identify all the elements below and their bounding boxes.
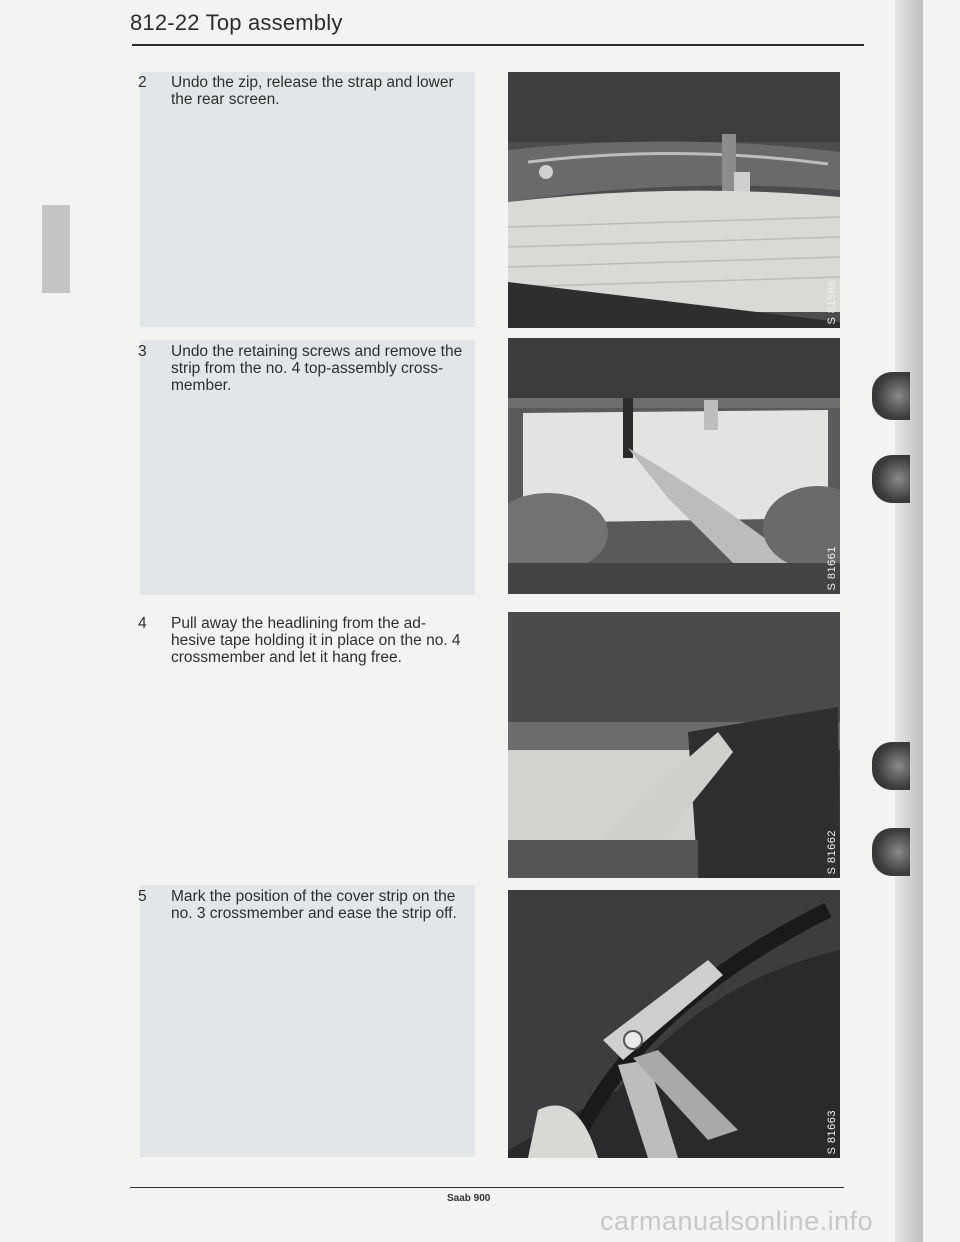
page-title: 812-22 Top assembly: [130, 10, 343, 35]
footer-model: Saab 900: [447, 1193, 491, 1204]
step-number: 2: [138, 74, 147, 91]
show-through-panel: [140, 72, 475, 327]
step-text: [171, 888, 488, 922]
step-number: 3: [138, 343, 147, 360]
step-line: no. 3 crossmember and ease the strip off.: [171, 905, 457, 922]
footer-rule: [130, 1187, 844, 1188]
step-line: strip from the no. 4 top-assembly cross-: [171, 360, 444, 377]
binder-tab: [872, 742, 910, 790]
photo-code: S 81662: [826, 829, 838, 874]
photo-cover-strip-pliers: [508, 890, 840, 1158]
step-line: crossmember and let it hang free.: [171, 649, 402, 666]
step-number: 4: [138, 615, 147, 632]
photo-code: S 81661: [826, 545, 838, 590]
step-text: [171, 74, 488, 108]
photo-rear-screen-zip: [508, 72, 840, 328]
step-line: Undo the retaining screws and remove the: [171, 343, 463, 360]
step-line: the rear screen.: [171, 91, 280, 108]
binder-tab: [872, 455, 910, 503]
photo-code: S 81586: [826, 279, 838, 324]
step-line: member.: [171, 377, 232, 394]
step-5: [138, 888, 488, 922]
binder-tab: [872, 372, 910, 420]
step-2: [138, 74, 488, 108]
step-text: [171, 615, 488, 666]
photo-code: S 81663: [826, 1109, 838, 1154]
step-3: [138, 343, 488, 394]
step-line: Undo the zip, release the strap and lower: [171, 74, 454, 91]
photo-headlining: [508, 612, 840, 878]
left-margin-mark: [42, 205, 70, 293]
binder-edge: [895, 0, 923, 1242]
binder-tab: [872, 828, 910, 876]
step-number: 5: [138, 888, 147, 905]
watermark: carmanualsonline.info: [600, 1206, 874, 1236]
step-text: [171, 343, 488, 394]
step-line: Pull away the headlining from the ad-: [171, 615, 427, 632]
step-4: [138, 615, 488, 666]
header-rule: [132, 44, 864, 46]
step-line: hesive tape holding it in place on the no. 4: [171, 632, 461, 649]
show-through-panel: [140, 885, 475, 1157]
photo-retaining-screws: [508, 338, 840, 594]
step-line: Mark the position of the cover strip on the: [171, 888, 456, 905]
